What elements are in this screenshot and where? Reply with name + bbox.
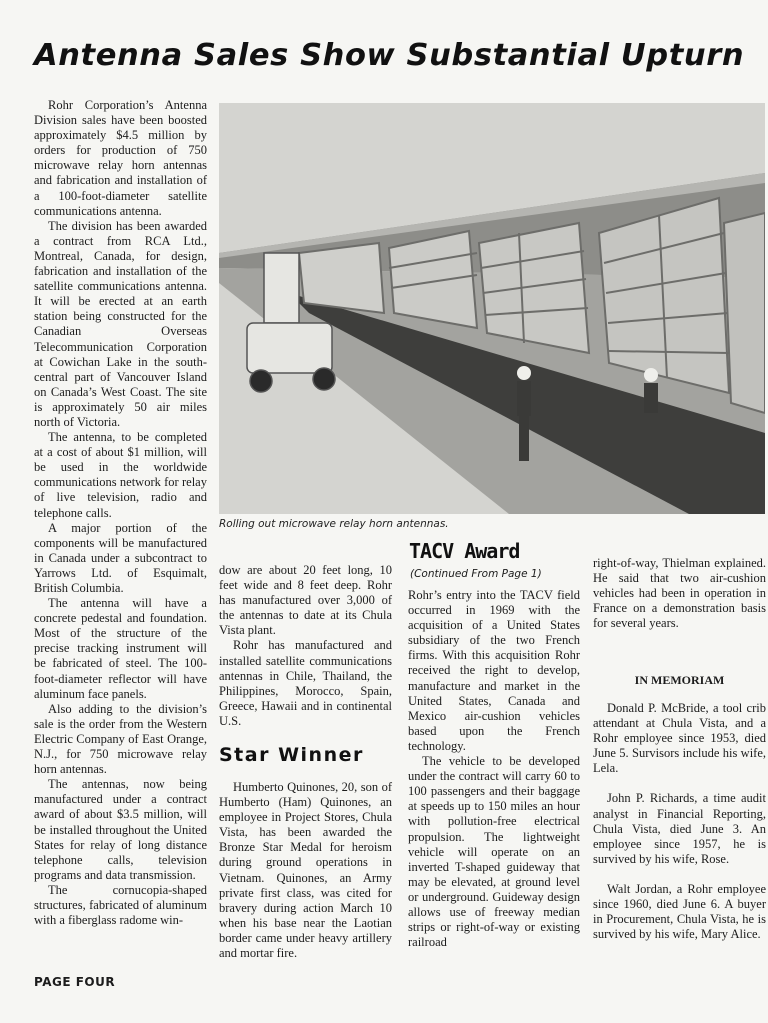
paragraph: dow are about 20 feet long, 10 feet wide and 8 feet deep. Rohr has manufactured over 3,000 of the antennas to date at its Chula Vista plant. bbox=[219, 563, 392, 638]
photo-caption: Rolling out microwave relay horn antennas. bbox=[219, 518, 449, 530]
paragraph: The antenna, to be completed at a cost of about $1 million, will be used in the worldwide communications network for relay of live television, radio and telephone calls. bbox=[34, 430, 207, 520]
photo-illustration bbox=[219, 103, 765, 514]
paragraph: The cornucopia-shaped structures, fabricated of aluminum with a fiberglass radome win- bbox=[34, 882, 207, 928]
memoriam-entry: Walt Jordan, a Rohr employee since 1960, died June 6. A buyer in Procurement, Chula Vista, he is survived by his wife, Mary Alice. bbox=[593, 881, 766, 942]
in-memoriam-text bbox=[593, 701, 766, 957]
paragraph: Also adding to the division’s sale is the order from the Western Electric Company of East Orange, N.J., for 750 microwave relay horn antennas. bbox=[34, 701, 207, 777]
tacv-award-text bbox=[408, 588, 580, 950]
paragraph: Rohr has manufactured and installed satellite communications antennas in Chile, Thailand, the Philippines, Morocco, Spain, Greece, Hawaii and in continental U.S. bbox=[219, 638, 392, 728]
tacv-award-heading: TACV Award bbox=[409, 539, 520, 563]
column-2-article-text bbox=[219, 563, 392, 729]
memoriam-entry: John P. Richards, a time audit analyst in Financial Reporting, Chula Vista, died June 3. An employee since 1957, he is survived by his wife, Rose. bbox=[593, 791, 766, 866]
continued-note: (Continued From Page 1) bbox=[410, 568, 542, 580]
headline: Antenna Sales Show Substantial Upturn bbox=[34, 38, 745, 73]
paragraph: Rohr Corporation’s Antenna Division sales have been boosted approximately $4.5 million by orders for production of 750 microwave relay horn antennas and fabrication and installation of a 100-foot-diameter satellite communications antenna. bbox=[34, 98, 207, 218]
in-memoriam-heading: IN MEMORIAM bbox=[634, 673, 725, 687]
star-winner-text bbox=[219, 780, 392, 961]
column-4-text bbox=[593, 556, 766, 631]
column-1-article-text bbox=[34, 98, 207, 928]
page-number-footer: PAGE FOUR bbox=[34, 975, 116, 989]
paragraph: right-of-way, Thielman explained. He said that two air-cushion vehicles had been in operation in France on a demonstration basis for several years. bbox=[593, 556, 766, 631]
paragraph: Humberto Quinones, 20, son of Humberto (Ham) Quinones, an employee in Project Stores, Chula Vista, has been awarded the Bronze Star Medal for heroism during ground operations in Vietnam. Quinones, an Army private first class, was cited for bravery during action March 10 when his base near the Laotian border came under heavy artillery and mortar fire. bbox=[219, 780, 392, 961]
paragraph: Rohr’s entry into the TACV field occurred in 1969 with the acquisition of a United States subsidiary of the two French firms. With this acquisition Rohr received the right to develop, manufacture and market in the United States, Canada and Mexico air-cushion vehicles based upon the French technology. bbox=[408, 588, 580, 753]
paragraph: The antenna will have a concrete pedestal and foundation. Most of the structure of the precise tracking instrument will be fabricated of steel. The 100-foot-diameter reflector will have aluminum face panels. bbox=[34, 596, 207, 701]
paragraph: The antennas, now being manufactured under a contract award of about $3.5 million, will be installed throughout the United States for relay of long distance telephone calls, television programs and data transmission. bbox=[34, 777, 207, 882]
memoriam-entry: Donald P. McBride, a tool crib attendant at Chula Vista, and a Rohr employee since 1953, died June 5. Survisors include his wife, Lela. bbox=[593, 701, 766, 776]
paragraph: The vehicle to be developed under the contract will carry 60 to 100 passengers and their baggage at speeds up to 150 miles an hour with pollution-free electrical propulsion. The lightweight vehicle will operate on an inverted T-shaped guideway that may be elevated, at ground level or underground. Guideway design allows use of freeway median strips or right-of-way or existing railroad bbox=[408, 754, 580, 950]
antenna-photo bbox=[219, 103, 765, 514]
paragraph: A major portion of the components will be manufactured in Canada under a subcontract to Yarrows Ltd. of Esquimalt, British Columbia. bbox=[34, 520, 207, 595]
paragraph: The division has been awarded a contract from RCA Ltd., Montreal, Canada, for design, fabrication and installation of the satellite communications antenna. It will be erected at an earth station being constructed for the Canadian Overseas Telecommunication Corporation at Cowichan Lake in the south-central part of Vancouver Island on Canada’s West Coast. The site is approximately 50 air miles north of Victoria. bbox=[34, 218, 207, 429]
star-winner-heading: Star Winner bbox=[219, 744, 364, 766]
